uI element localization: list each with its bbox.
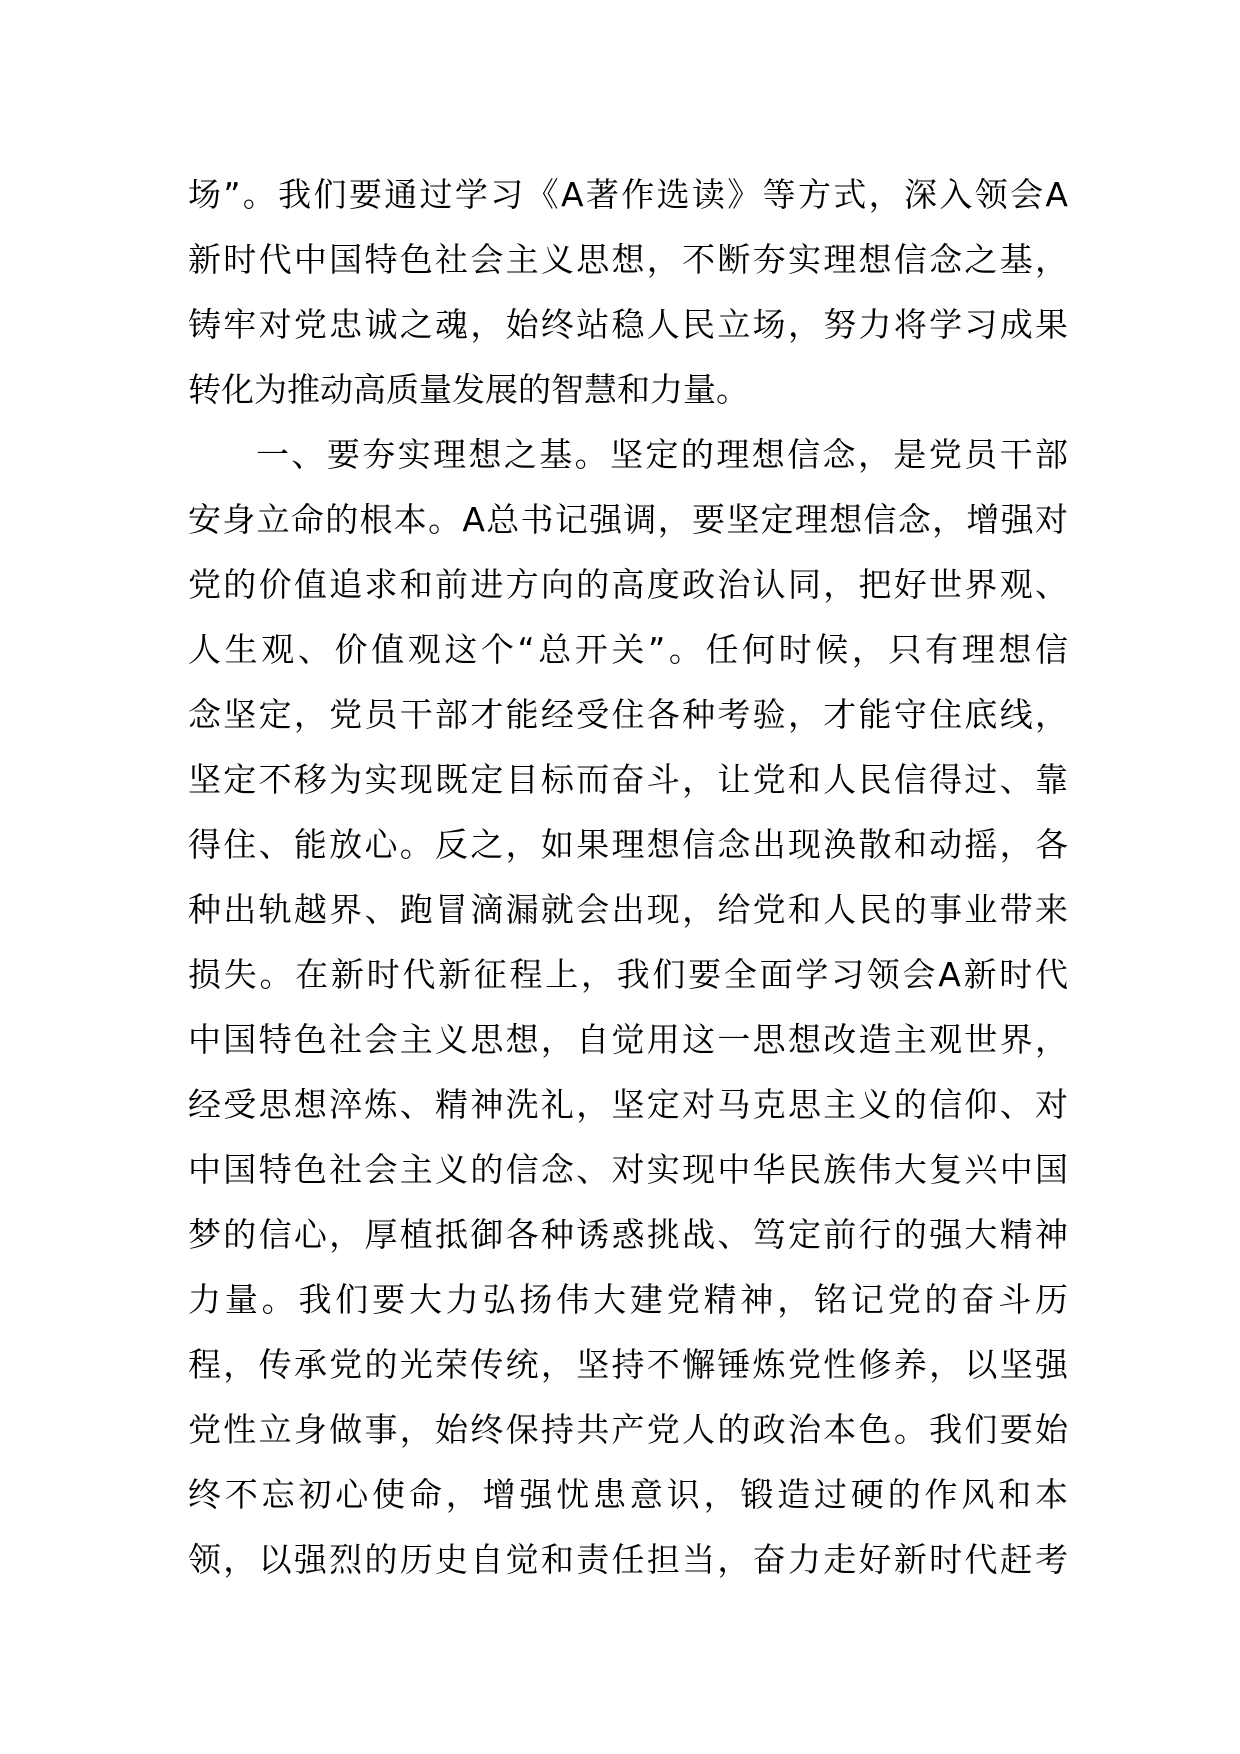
text-line: 铸牢对党忠诚之魂，始终站稳人民立场，努力将学习成果	[188, 305, 1068, 344]
text-line: 中国特色社会主义思想，自觉用这一思想改造主观世界，	[188, 1020, 1068, 1059]
text-line: 得住、能放心。反之，如果理想信念出现涣散和动摇，各	[188, 825, 1068, 864]
text-line: 转化为推动高质量发展的智慧和力量。	[188, 370, 749, 409]
paragraph-2	[188, 422, 1068, 1592]
text-line: 力量。我们要大力弘扬伟大建党精神，铭记党的奋斗历	[188, 1280, 1068, 1319]
text-line: 安身立命的根本。A总书记强调，要坚定理想信念，增强对	[188, 500, 1068, 539]
text-line: 梦的信心，厚植抵御各种诱惑挑战、笃定前行的强大精神	[188, 1215, 1068, 1254]
text-line: 程，传承党的光荣传统，坚持不懈锤炼党性修养，以坚强	[188, 1345, 1068, 1384]
text-line: 经受思想淬炼、精神洗礼，坚定对马克思主义的信仰、对	[188, 1085, 1068, 1124]
text-line: 念坚定，党员干部才能经受住各种考验，才能守住底线，	[188, 695, 1068, 734]
text-line: 一、要夯实理想之基。坚定的理想信念，是党员干部	[256, 435, 1068, 474]
text-line: 新时代中国特色社会主义思想，不断夯实理想信念之基，	[188, 240, 1068, 279]
text-line: 人生观、价值观这个“总开关”。任何时候，只有理想信	[188, 630, 1068, 669]
body-text	[188, 162, 1068, 1592]
text-line: 党的价值追求和前进方向的高度政治认同，把好世界观、	[188, 565, 1068, 604]
text-line: 损失。在新时代新征程上，我们要全面学习领会A新时代	[188, 955, 1068, 994]
text-line: 场”。我们要通过学习《A著作选读》等方式，深入领会A	[188, 175, 1068, 214]
text-line: 坚定不移为实现既定目标而奋斗，让党和人民信得过、靠	[188, 760, 1068, 799]
text-line: 领，以强烈的历史自觉和责任担当，奋力走好新时代赶考	[188, 1540, 1068, 1579]
text-line: 中国特色社会主义的信念、对实现中华民族伟大复兴中国	[188, 1150, 1068, 1189]
text-line: 党性立身做事，始终保持共产党人的政治本色。我们要始	[188, 1410, 1068, 1449]
text-line: 种出轨越界、跑冒滴漏就会出现，给党和人民的事业带来	[188, 890, 1068, 929]
paragraph-1	[188, 162, 1068, 422]
text-line: 终不忘初心使命，增强忧患意识，锻造过硬的作风和本	[188, 1475, 1068, 1514]
